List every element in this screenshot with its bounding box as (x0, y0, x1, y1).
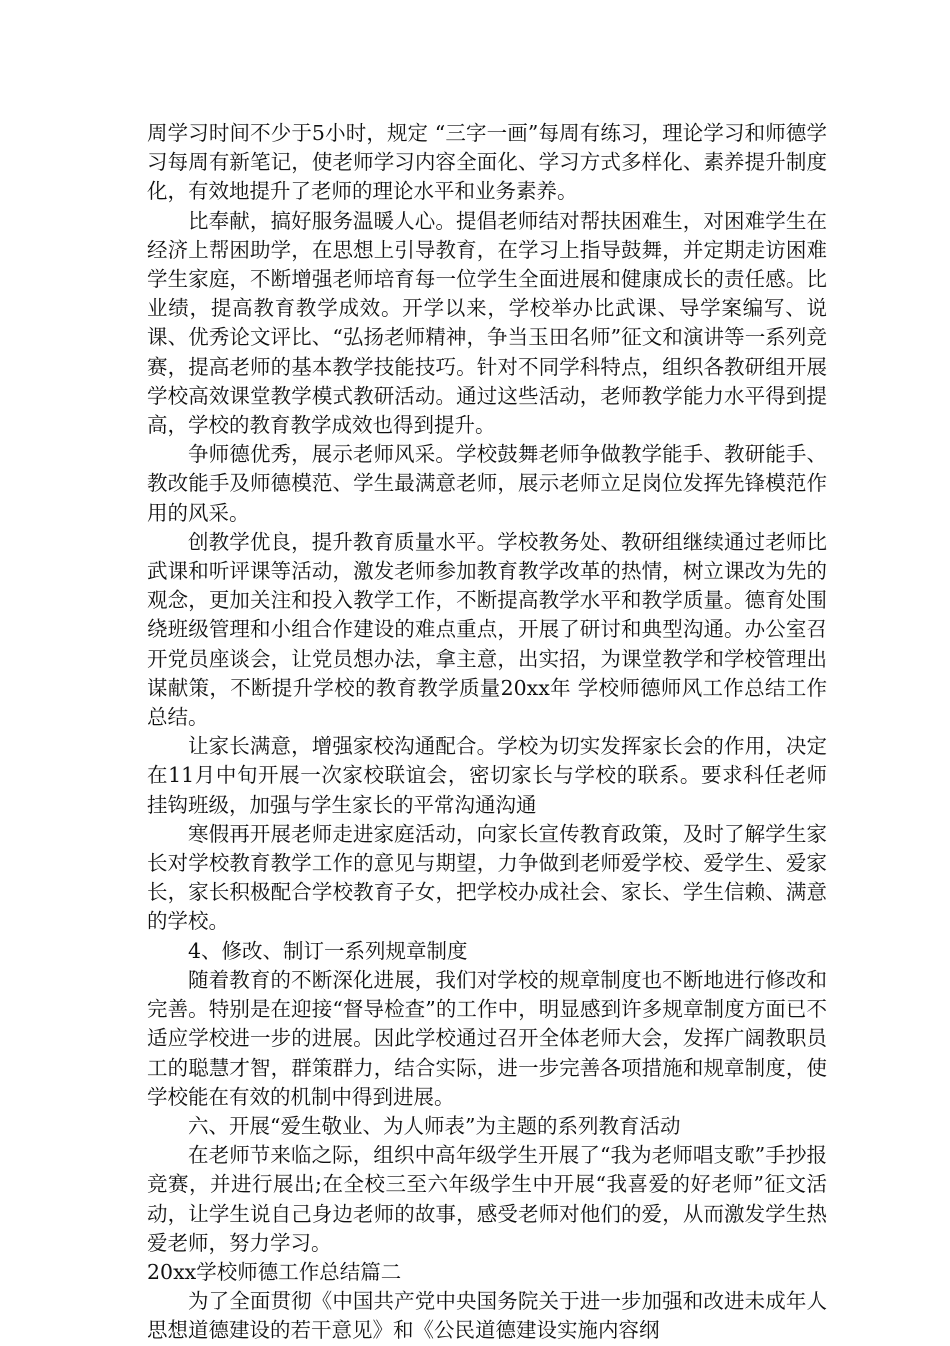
paragraph: 争师德优秀，展示老师风采。学校鼓舞老师争做教学能手、教研能手、教改能手及师德模范、学生最满意老师，展示老师立足岗位发挥先锋模范作用的风采。 (147, 442, 827, 525)
paragraph: 寒假再开展老师走进家庭活动，向家长宣传教育政策，及时了解学生家长对学校教育教学工作的意见与期望，力争做到老师爱学校、爱学生、爱家长，家长积极配合学校教育子女，把学校办成社会、家长、学生信赖、满意的学校。 (147, 821, 827, 934)
section-heading: 六、开展“爱生敬业、为人师表”为主题的系列教育活动 (188, 1113, 681, 1138)
paragraph: 创教学优良，提升教育质量水平。学校教务处、教研组继续通过老师比武课和听评课等活动，激发老师参加教育教学改革的热情，树立课改为先的观念，更加关注和投入教学工作，不断提高教学水平和教学质量。德育处围绕班级管理和小组合作建设的难点重点，开展了研讨和典型沟通。办公室召开党员座谈会，让党员想办法，拿主意，出实招，为课堂教学和学校管理出谋献策，不断提升学校的教育教学质量20xx年 学校师德师风工作总结工作总结。 (147, 529, 827, 730)
paragraph: 周学习时间不少于5小时，规定 “三字一画”每周有练习，理论学习和师德学习每周有新笔记，使老师学习内容全面化、学习方式多样化、素养提升制度化，有效地提升了老师的理论水平和业务素养。 (147, 121, 827, 204)
paragraph: 比奉献，搞好服务温暖人心。提倡老师结对帮扶困难生，对困难学生在经济上帮困助学，在思想上引导教育，在学习上指导鼓舞，并定期走访困难学生家庭，不断增强老师培育每一位学生全面进展和健康成长的责任感。比业绩，提高教育教学成效。开学以来，学校举办比武课、导学案编写、说课、优秀论文评比、“弘扬老师精神，争当玉田名师”征文和演讲等一系列竞赛，提高老师的基本教学技能技巧。针对不同学科特点，组织各教研组开展学校高效课堂教学模式教研活动。通过这些活动，老师教学能力水平得到提高，学校的教育教学成效也得到提升。 (147, 208, 827, 438)
article-title: 20xx学校师德工作总结篇二 (147, 1259, 402, 1284)
section-heading: 4、修改、制订一系列规章制度 (188, 938, 468, 963)
paragraph: 在老师节来临之际，组织中高年级学生开展了“我为老师唱支歌”手抄报竞赛，并进行展出;在全校三至六年级学生中开展“我喜爱的好老师”征文活动，让学生说自己身边老师的故事，感受老师对他们的爱，从而激发学生热爱老师，努力学习。 (147, 1143, 827, 1255)
paragraph: 让家长满意，增强家校沟通配合。学校为切实发挥家长会的作用，决定在11月中旬开展一次家校联谊会，密切家长与学校的联系。要求科任老师挂钩班级，加强与学生家长的平常沟通沟通 (147, 734, 827, 817)
paragraph: 为了全面贯彻《中国共产党中央国务院关于进一步加强和改进未成年人思想道德建设的若干意见》和《公民道德建设实施内容纲 (147, 1289, 827, 1343)
document-body (147, 119, 827, 1346)
paragraph: 随着教育的不断深化进展，我们对学校的规章制度也不断地进行修改和完善。特别是在迎接“督导检查”的工作中，明显感到许多规章制度方面已不适应学校进一步的进展。因此学校通过召开全体老师大会，发挥广阔教职员工的聪慧才智，群策群力，结合实际，进一步完善各项措施和规章制度，使学校能在有效的机制中得到进展。 (147, 967, 827, 1109)
